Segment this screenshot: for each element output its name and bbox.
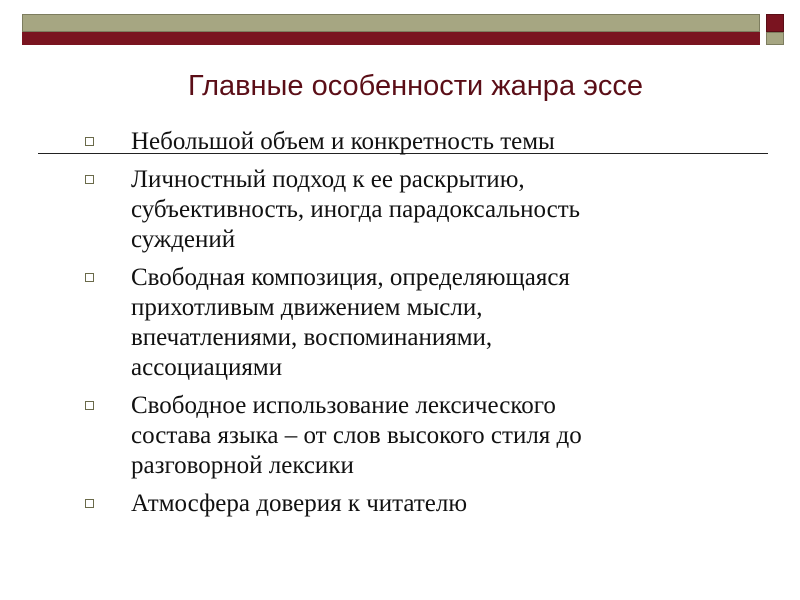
bullet-item (0, 391, 800, 481)
corner-square-olive (766, 32, 784, 45)
bullet-item (0, 127, 800, 157)
hollow-square-icon (85, 273, 94, 282)
bullet-list (0, 127, 800, 527)
bullet-text-line: ассоциациями (131, 354, 283, 381)
hollow-square-icon (85, 175, 94, 184)
bullet-item (0, 165, 800, 255)
bullet-text-line: Свободная композиция, определяющаяся (131, 264, 570, 291)
bullet-item (0, 489, 800, 519)
header-band-olive (22, 14, 760, 32)
bullet-text-line: Небольшой объем и конкретность темы (131, 128, 555, 155)
bullet-text-line: Личностный подход к ее раскрытию, (131, 166, 525, 193)
bullet-text-line: прихотливым движением мысли, (131, 294, 483, 321)
bullet-text-line: разговорной лексики (131, 452, 354, 479)
bullet-text-line: впечатлениями, воспоминаниями, (131, 324, 493, 351)
slide-title: Главные особенности жанра эссе (188, 70, 644, 102)
header-band-red (22, 32, 760, 45)
hollow-square-icon (85, 137, 94, 146)
bullet-text-line: суждений (131, 226, 236, 253)
corner-square-red (766, 14, 784, 32)
bullet-text-line: состава языка – от слов высокого стиля до (131, 422, 582, 449)
hollow-square-icon (85, 401, 94, 410)
bullet-text-line: Свободное использование лексического (131, 392, 556, 419)
bullet-text-line: Атмосфера доверия к читателю (131, 490, 468, 517)
hollow-square-icon (85, 499, 94, 508)
bullet-item (0, 263, 800, 383)
bullet-text-line: субъективность, иногда парадоксальность (131, 196, 581, 223)
